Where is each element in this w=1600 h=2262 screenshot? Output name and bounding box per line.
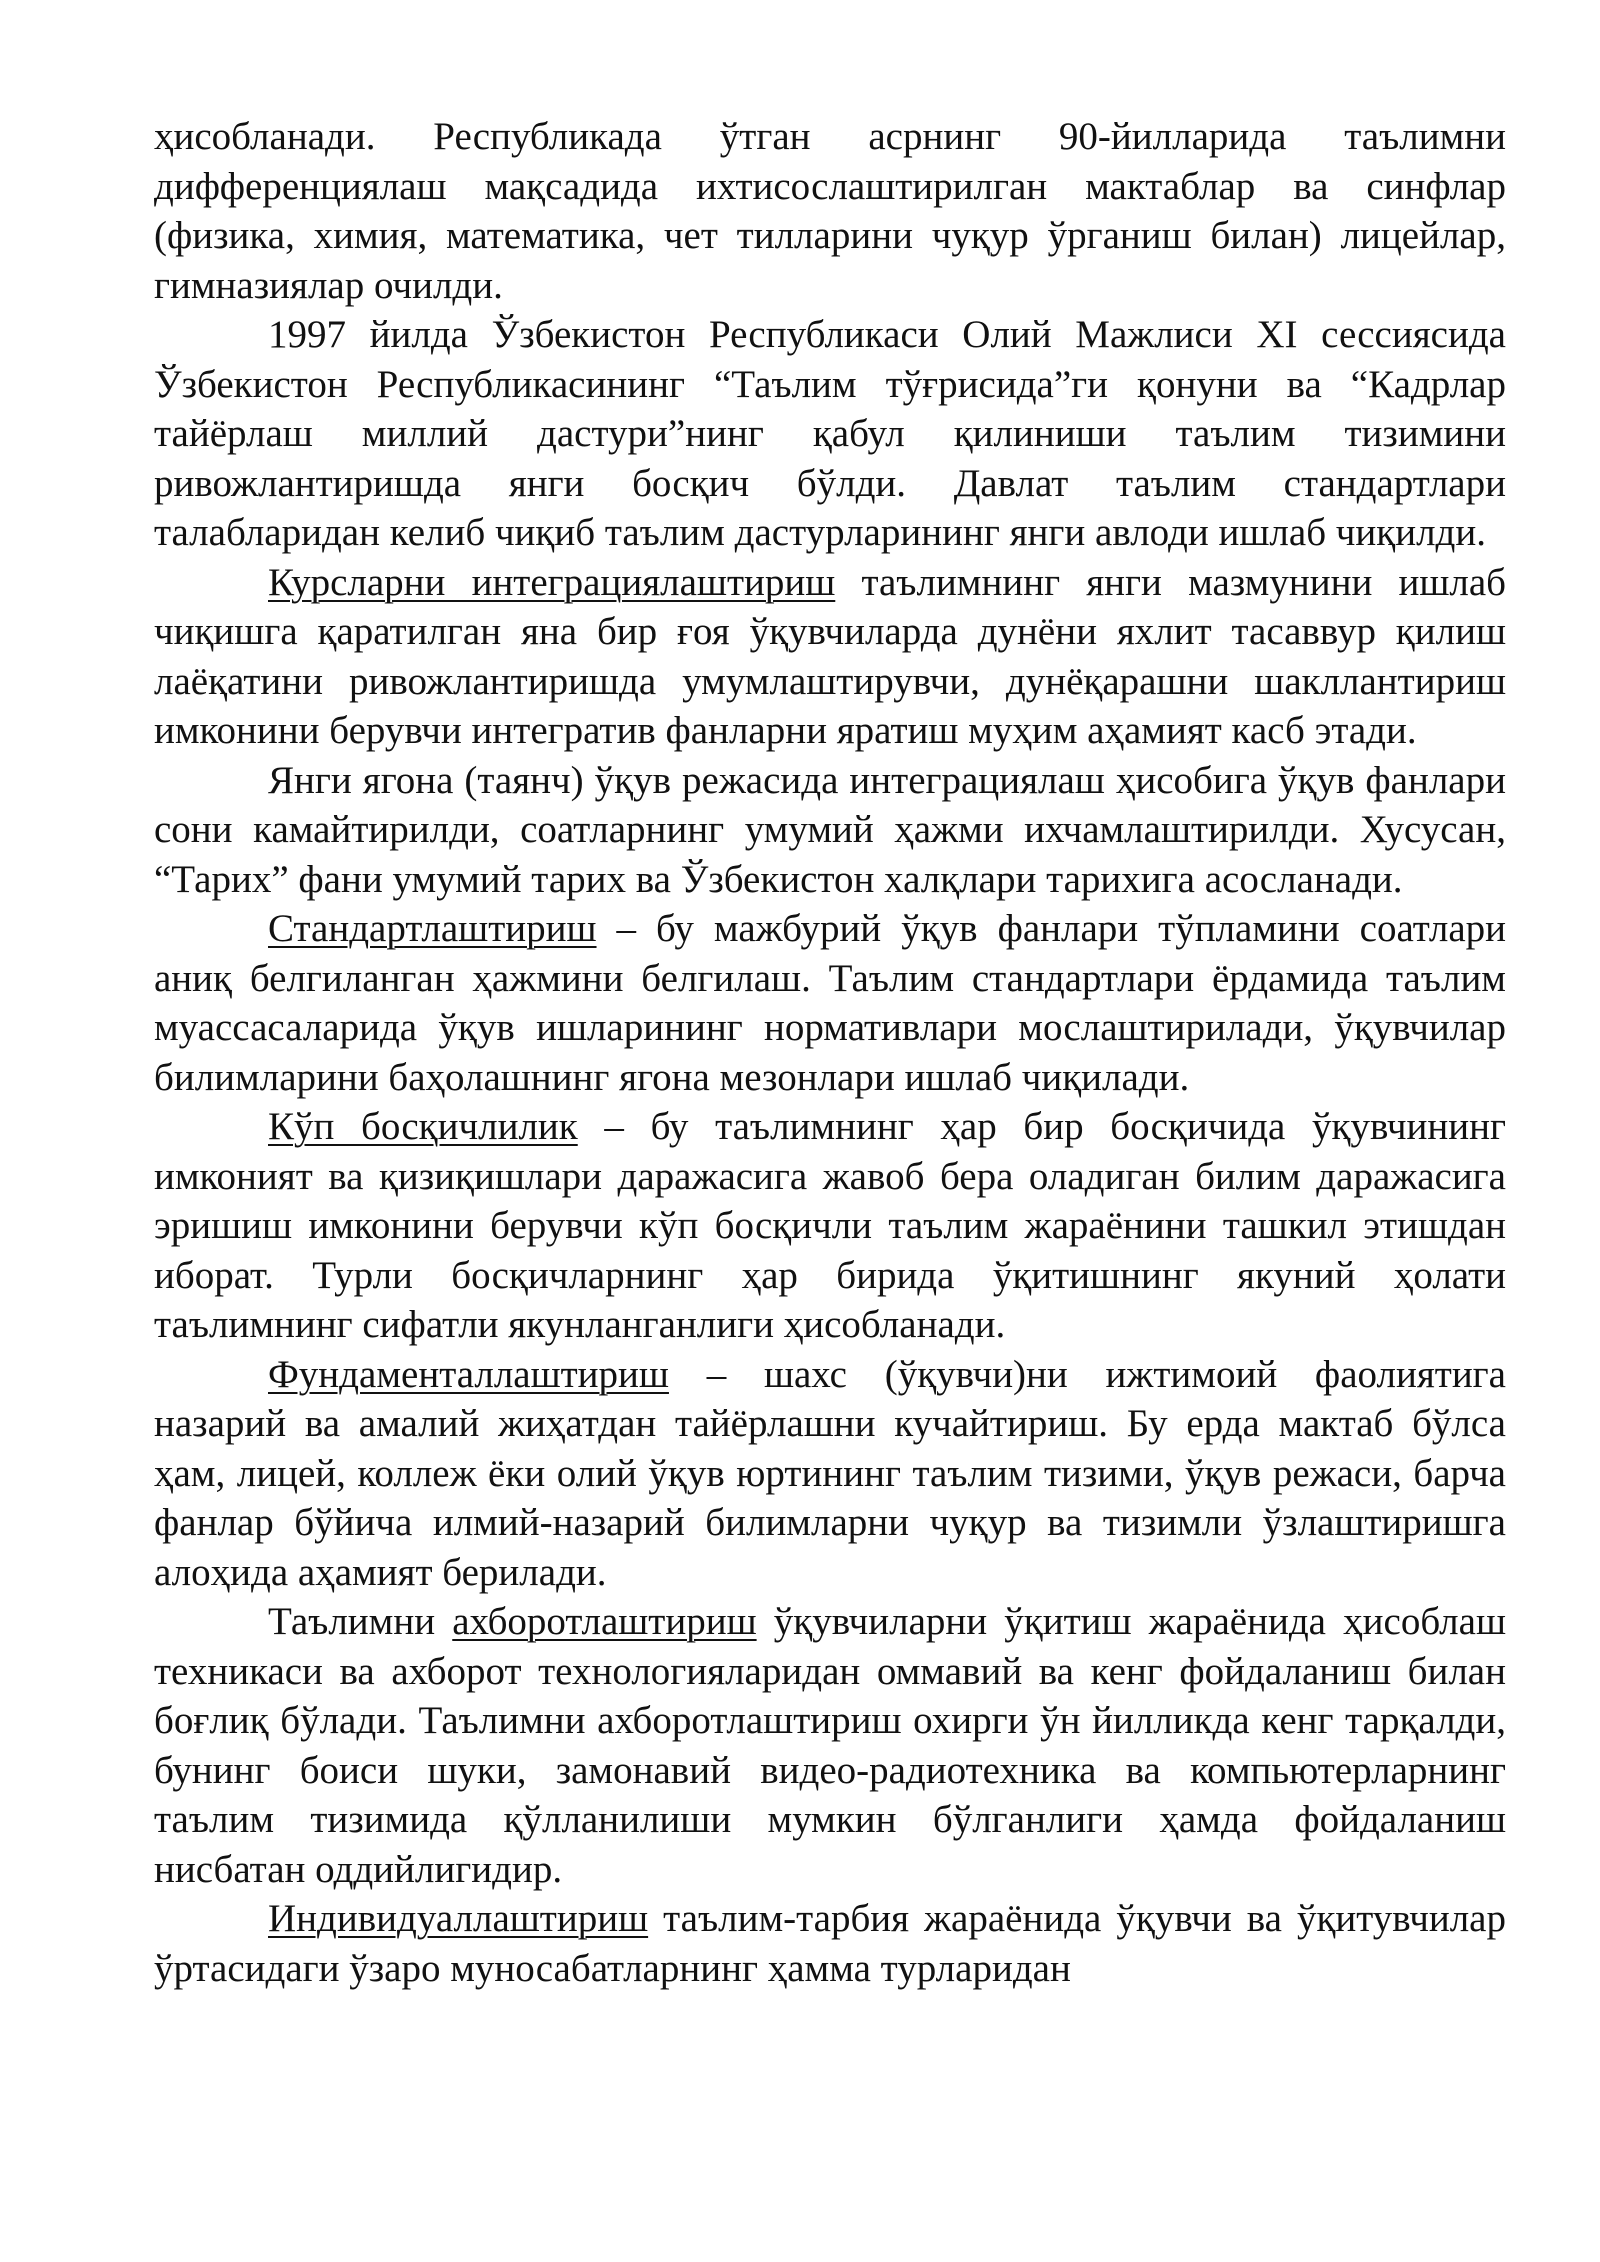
paragraph-9: [154, 1894, 1506, 1993]
underlined-term: Стандартлаштириш: [268, 907, 597, 950]
underlined-term: Кўп босқичлилик: [268, 1105, 578, 1148]
paragraph-text: ҳисобланади. Республикада ўтган асрнинг 90-йилларида таълимни дифференциялаш мақсадида ихтисослаштирилган мактаблар ва синфлар (физика, химия, математика, чет тилларини чуқур ўрганиш билан) лицейлар, гимназиялар очилди.: [154, 115, 1506, 307]
paragraph-text: – бу таълимнинг ҳар бир босқичида ўқувчининг имконият ва қизиқишлари даражасига жавоб бера оладиган билим даражасига эришиш имконини берувчи кўп босқичли таълим жараёнини ташкил этишдан иборат. Турли босқичларнинг ҳар бирида ўқитишнинг якуний ҳолати таълимнинг сифатли якунланганлиги ҳисобланади.: [154, 1105, 1506, 1346]
document-page: [154, 112, 1506, 1993]
paragraph-3: [154, 558, 1506, 756]
paragraph-text: 1997 йилда Ўзбекистон Республикаси Олий Мажлиси ХI сессиясида Ўзбекистон Республикасининг “Таълим тўғрисида”ги қонуни ва “Кадрлар тайёрлаш миллий дастури”нинг қабул қилиниши таълим тизимини ривожлантиришда янги босқич бўлди. Давлат таълим стандартлари талабларидан келиб чиқиб таълим дастурларининг янги авлоди ишлаб чиқилди.: [154, 313, 1506, 554]
paragraph-4: [154, 756, 1506, 905]
underlined-term: Фундаменталлаштириш: [268, 1352, 669, 1396]
paragraph-text: – бу мажбурий ўқув фанлари тўпламини соатлари аниқ белгиланган ҳажмини белгилаш. Таълим стандартлари ёрдамида таълим муассасаларида ўқув ишларининг нормативлари мослаштирилади, ўқувчилар билимларини баҳолашнинг ягона мезонлари ишлаб чиқилади.: [154, 907, 1506, 1099]
paragraph-8: [154, 1597, 1506, 1894]
paragraph-text: таълимнинг янги мазмунини ишлаб чиқишга қаратилган яна бир ғоя ўқувчиларда дунёни яхлит тасаввур қилиш лаёқатини ривожлантиришда умумлаштирувчи, дунёқарашни шакллантириш имконини берувчи интегратив фанларни яратиш муҳим аҳамият касб этади.: [154, 560, 1506, 752]
paragraph-lead: Таълимни: [268, 1600, 453, 1643]
paragraph-2: [154, 310, 1506, 558]
underlined-term: ахборотлаштириш: [452, 1600, 757, 1643]
paragraph-6: [154, 1102, 1506, 1350]
paragraph-text: ўқувчиларни ўқитиш жараёнида ҳисоблаш техникаси ва ахборот технологияларидан оммавий ва кенг фойдаланиш билан боғлиқ бўлади. Таълимни ахборотлаштириш охирги ўн йилликда кенг тарқалди, бунинг боиси шуки, замонавий видео-радиотехника ва компьютерларнинг таълим тизимида қўлланилиши мумкин бўлганлиги ҳамда фойдаланиш нисбатан оддийлигидир.: [154, 1600, 1506, 1891]
underlined-term: Курсларни интеграциялаштириш: [268, 560, 836, 604]
underlined-term: Индивидуаллаштириш: [268, 1897, 649, 1940]
paragraph-text: таълим-тарбия жараёнида ўқувчи ва ўқитувчилар ўртасидаги ўзаро муносабатларнинг ҳамма турларидан: [154, 1897, 1506, 1990]
paragraph-text: – шахс (ўқувчи)ни ижтимоий фаолиятига назарий ва амалий жиҳатдан тайёрлашни кучайтириш. Бу ерда мактаб бўлса ҳам, лицей, коллеж ёки олий ўқув юртининг таълим тизими, ўқув режаси, барча фанлар бўйича илмий-назарий билимларни чуқур ва тизимли ўзлаштиришга алоҳида аҳамият берилади.: [154, 1352, 1506, 1594]
paragraph-text: Янги ягона (таянч) ўқув режасида интеграциялаш ҳисобига ўқув фанлари сони камайтирилди, соатларнинг умумий ҳажми ихчамлаштирилди. Хусусан, “Тарих” фани умумий тарих ва Ўзбекистон халқлари тарихига асосланади.: [154, 758, 1506, 901]
paragraph-5: [154, 904, 1506, 1102]
paragraph-1: [154, 112, 1506, 310]
paragraph-7: [154, 1350, 1506, 1598]
